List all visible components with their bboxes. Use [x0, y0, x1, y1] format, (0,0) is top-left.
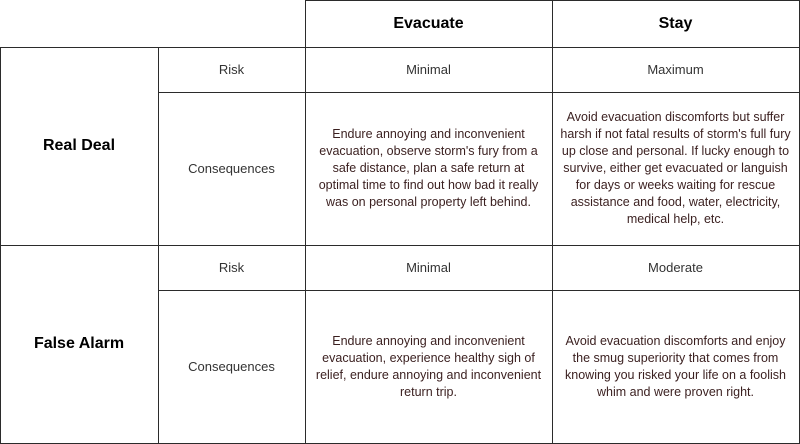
- false-alarm-risk-label-cell: [158, 245, 305, 290]
- real-deal-risk-label: Risk: [218, 62, 245, 77]
- real-deal-consequences-evacuate-cell: [305, 92, 552, 245]
- false-alarm-risk-stay: Moderate: [648, 260, 703, 275]
- real-deal-risk-label-cell: [158, 47, 305, 92]
- grid-line: [0, 47, 1, 444]
- false-alarm-risk-evacuate: Minimal: [406, 260, 451, 275]
- header-stay-cell: [552, 0, 799, 47]
- grid-line: [158, 47, 159, 444]
- false-alarm-consequences-label-cell: [158, 290, 305, 443]
- grid-line: [552, 0, 553, 444]
- real-deal-risk-evacuate: Minimal: [406, 62, 451, 77]
- false-alarm-risk-stay-cell: [552, 245, 799, 290]
- false-alarm-consequences-stay-cell: [552, 290, 799, 443]
- scenario-real-deal-title: Real Deal: [42, 137, 116, 154]
- real-deal-consequences-stay: Avoid evacuation discomforts but suffer harsh if not fatal results of storm's full fury up close and personal. If lucky enough to survive, either get evacuated or languish for days or weeks waiting for rescue assistance and food, water, electricity, medical help, etc.: [560, 110, 791, 226]
- scenario-real-deal-cell: [0, 47, 158, 245]
- grid-line: [305, 0, 306, 444]
- false-alarm-consequences-stay: Avoid evacuation discomforts and enjoy the smug superiority that comes from knowing you risked your life on a foolish whim and were proven right.: [565, 333, 786, 399]
- false-alarm-risk-evacuate-cell: [305, 245, 552, 290]
- header-evacuate: Evacuate: [393, 14, 464, 32]
- header-evacuate-cell: [305, 0, 552, 47]
- grid-line: [0, 47, 800, 48]
- grid-line: [158, 92, 800, 93]
- real-deal-consequences-evacuate: Endure annoying and inconvenient evacuation, observe storm's fury from a safe distance, plan a safe return at optimal time to find out how bad it really was on personal property left behind.: [318, 127, 539, 209]
- grid-line: [158, 290, 800, 291]
- real-deal-risk-stay: Maximum: [647, 62, 704, 77]
- false-alarm-consequences-label: Consequences: [188, 359, 275, 374]
- false-alarm-risk-label: Risk: [218, 260, 245, 275]
- real-deal-consequences-label: Consequences: [188, 161, 275, 176]
- grid-line: [0, 245, 800, 246]
- real-deal-risk-evacuate-cell: [305, 47, 552, 92]
- scenario-false-alarm-cell: [0, 245, 158, 443]
- real-deal-risk-stay-cell: [552, 47, 799, 92]
- scenario-false-alarm-title: False Alarm: [33, 335, 125, 352]
- false-alarm-consequences-evacuate: Endure annoying and inconvenient evacuation, experience healthy sigh of relief, endure annoying and inconvenient return trip.: [315, 333, 542, 399]
- header-stay: Stay: [658, 14, 693, 32]
- real-deal-consequences-stay-cell: [552, 92, 799, 245]
- real-deal-consequences-label-cell: [158, 92, 305, 245]
- false-alarm-consequences-evacuate-cell: [305, 290, 552, 443]
